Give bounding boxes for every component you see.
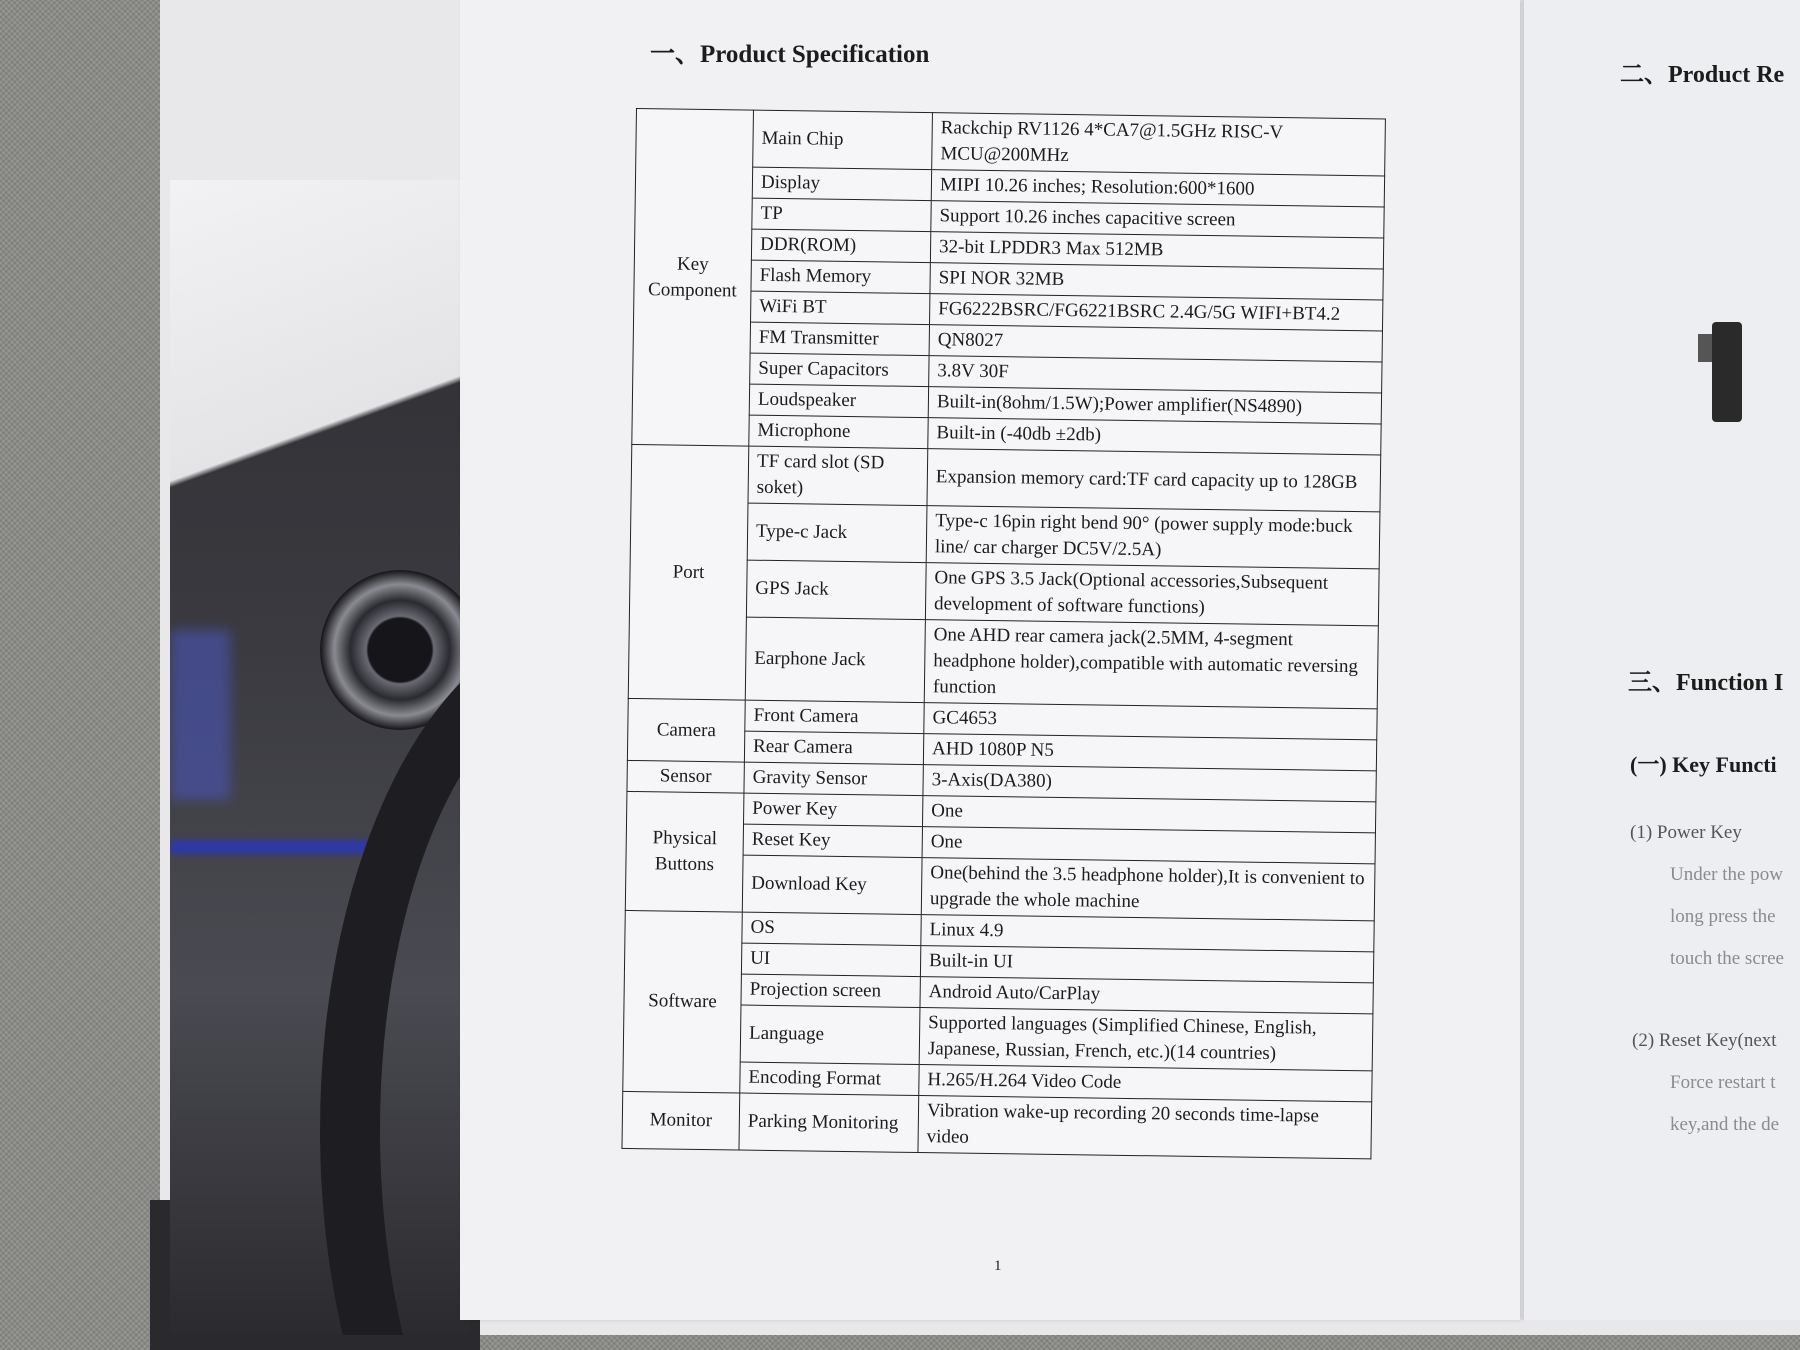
spec-value: 32-bit LPDDR3 Max 512MB [930,232,1383,269]
spec-item: WiFi BT [751,291,930,324]
power-key-line: touch the scree [1670,948,1784,969]
section-title-function: 三、Function I [1628,670,1784,696]
spec-table [621,108,1385,1159]
car-interior-photo [170,180,470,1335]
spec-value: Built-in(8ohm/1.5W);Power amplifier(NS4890) [928,387,1381,424]
spec-item: Reset Key [743,824,922,857]
spec-value: Type-c 16pin right bend 90° (power supply mode:buck line/ car charger DC5V/2.5A) [926,506,1380,569]
spec-item: GPS Jack [746,560,926,619]
spec-row [636,109,1386,176]
section-title-product-specification: 一、Product Specification [650,41,930,68]
spec-item: Parking Monitoring [739,1093,919,1152]
spec-value: Android Auto/CarPlay [920,977,1373,1014]
spec-table-wrapper [621,108,1385,1159]
spec-category: Port [628,444,749,700]
spec-table-body [622,109,1385,1159]
spec-value: QN8027 [929,325,1382,362]
reset-key-label: (2) Reset Key(next [1632,1030,1777,1051]
spec-item: TF card slot (SD soket) [748,446,928,505]
spec-item: Language [740,1005,920,1064]
spec-item: Power Key [744,793,923,826]
device-icon [1712,322,1742,422]
spec-row [622,1091,1372,1158]
spec-value: H.265/H.264 Video Code [919,1065,1372,1102]
spec-value: Built-in (-40db ±2db) [928,418,1381,455]
spec-value: Supported languages (Simplified Chinese, English, Japanese, Russian, French, etc.)(14 countries) [919,1008,1373,1071]
spec-value: Vibration wake-up recording 20 seconds time-lapse video [918,1096,1372,1159]
spec-value: Expansion memory card:TF card capacity up to 128GB [927,449,1381,512]
spec-value: 3-Axis(DA380) [923,765,1376,802]
spec-item: Encoding Format [740,1062,919,1095]
spec-item: Earphone Jack [745,617,925,702]
spec-item: Main Chip [753,110,933,169]
power-key-line: long press the [1670,906,1776,927]
section-title-product-re: 二、Product Re [1620,62,1785,88]
spec-value: MIPI 10.26 inches; Resolution:600*1600 [931,170,1384,207]
spec-value: One GPS 3.5 Jack(Optional accessories,Subsequent development of software functions) [925,563,1379,626]
spec-item: Gravity Sensor [744,762,923,795]
spec-item: Super Capacitors [750,353,929,386]
spec-category: Software [623,910,743,1093]
subsection-title-key-function: (一) Key Functi [1630,752,1777,777]
power-key-line: Under the pow [1670,864,1783,885]
spec-value: One(behind the 3.5 headphone holder),It is convenient to upgrade the whole machine [921,858,1375,921]
reset-key-line: Force restart t [1670,1072,1776,1093]
page-number: 1 [994,1258,1002,1274]
spec-item: OS [742,912,921,945]
spec-item: Loudspeaker [749,384,928,417]
spec-value: GC4653 [924,703,1377,740]
spec-item: Display [752,167,931,200]
spec-item: TP [752,198,931,231]
spec-category: Monitor [622,1091,740,1150]
reset-key-line: key,and the de [1670,1114,1780,1135]
spec-item: DDR(ROM) [751,229,930,262]
spec-item: Rear Camera [744,731,923,764]
spec-value: One [922,827,1375,864]
spec-value: Linux 4.9 [921,915,1374,952]
spec-item: FM Transmitter [750,322,929,355]
spec-item: Type-c Jack [747,503,927,562]
spec-category: Physical Buttons [625,791,744,912]
spec-item: Microphone [749,415,928,448]
spec-category: Key Component [632,109,754,447]
spec-value: Rackchip RV1126 4*CA7@1.5GHz RISC-V MCU@200MHz [932,113,1386,176]
spec-value: One AHD rear camera jack(2.5MM, 4-segment headphone holder),compatible with automatic reversing function [924,620,1378,709]
spec-item: Download Key [742,855,922,914]
spec-value: Support 10.26 inches capacitive screen [931,201,1384,238]
spec-item: UI [741,943,920,976]
spec-value: AHD 1080P N5 [923,734,1376,771]
spec-category: Sensor [627,760,744,793]
spec-item: Flash Memory [751,260,930,293]
spec-category: Camera [627,698,745,762]
spec-item: Projection screen [741,974,920,1007]
spec-value: FG6222BSRC/FG6221BSRC 2.4G/5G WIFI+BT4.2 [930,294,1383,331]
spec-item: Front Camera [745,700,924,733]
spec-value: SPI NOR 32MB [930,263,1383,300]
spec-row [631,444,1381,511]
power-key-label: (1) Power Key [1630,822,1742,843]
spec-value: 3.8V 30F [929,356,1382,393]
spec-value: Built-in UI [920,946,1373,983]
ambient-light-glow [170,630,230,800]
spec-value: One [922,796,1375,833]
